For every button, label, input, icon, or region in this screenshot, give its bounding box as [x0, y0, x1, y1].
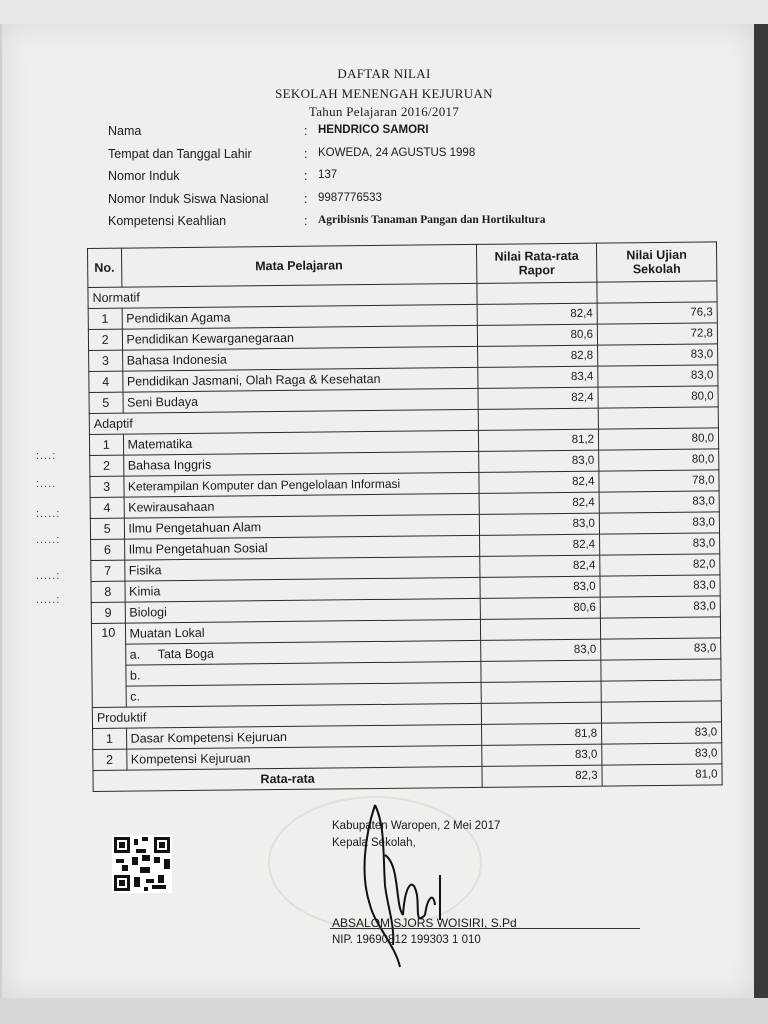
- row-ujian: 83,0: [599, 491, 719, 513]
- row-ujian: 76,3: [597, 302, 717, 324]
- row-rapor: 83,0: [479, 450, 599, 472]
- row-rapor: 83,4: [478, 366, 598, 388]
- row-rapor: 82,4: [479, 471, 599, 493]
- margin-dots: :....: [36, 478, 57, 490]
- school-name: SEKOLAH MENENGAH KEJURUAN: [275, 86, 493, 101]
- table-header-row: [88, 242, 717, 288]
- nis-label: Nomor Induk: [108, 169, 180, 183]
- colon: :: [304, 124, 308, 138]
- row-rapor: 80,6: [480, 597, 600, 619]
- average-label: Rata-rata: [93, 766, 482, 791]
- group-label: Produktif: [92, 703, 481, 728]
- average-rapor: 82,3: [482, 765, 602, 787]
- grades-table: [87, 241, 723, 792]
- header-rapor: Nilai Rata-rata Rapor: [477, 243, 597, 283]
- row-subject: Seni Budaya: [123, 388, 479, 413]
- row-rapor: 82,4: [479, 492, 599, 514]
- row-ujian: 83,0: [600, 533, 720, 555]
- row-no: 1: [89, 434, 123, 455]
- row-no: 2: [90, 455, 124, 476]
- colon: :: [304, 169, 308, 183]
- row-ujian: 83,0: [598, 365, 718, 387]
- row-no: 5: [90, 518, 124, 539]
- row-subject: Ilmu Pengetahuan Alam: [124, 514, 480, 539]
- row-no: 10: [91, 623, 125, 707]
- margin-dots: .....:: [36, 534, 61, 546]
- row-no: 6: [91, 539, 125, 560]
- row-rapor: 81,2: [478, 429, 598, 451]
- sign-underline: [330, 928, 640, 929]
- row-no: 5: [89, 392, 123, 413]
- name-label: Nama: [108, 124, 142, 138]
- header-subject: Mata Pelajaran: [121, 244, 477, 287]
- row-subject: Muatan Lokal: [125, 619, 481, 644]
- row-ujian: 80,0: [598, 386, 718, 408]
- nisn-label: Nomor Induk Siswa Nasional: [108, 192, 269, 206]
- row-no: 8: [91, 581, 125, 602]
- row-ujian: 83,0: [602, 722, 722, 744]
- header-ujian: Nilai Ujian Sekolah: [596, 242, 716, 282]
- margin-dots: :....:: [36, 508, 61, 520]
- row-no: 3: [90, 476, 124, 497]
- row-no: 1: [88, 308, 122, 329]
- row-rapor: 83,0: [482, 744, 602, 766]
- row-ujian: 83,0: [598, 344, 718, 366]
- row-ujian: 83,0: [601, 638, 721, 660]
- row-no: 3: [89, 350, 123, 371]
- row-subject: Pendidikan Agama: [122, 304, 478, 329]
- right-edge-shadow: [754, 24, 768, 1024]
- row-rapor: 82,4: [477, 303, 597, 325]
- sign-role: Kepala Sekolah,: [332, 837, 416, 849]
- birth-value: KOWEDA, 24 AGUSTUS 1998: [318, 147, 476, 159]
- sign-name: ABSALOM SJORS WOISIRI, S.Pd: [332, 916, 517, 930]
- nis-value: 137: [318, 169, 338, 181]
- school-year: Tahun Pelajaran 2016/2017: [308, 104, 460, 119]
- row-ujian: 78,0: [599, 470, 719, 492]
- margin-dots: :...:: [36, 450, 57, 462]
- group-label: Normatif: [88, 283, 477, 308]
- row-subject: Dasar Kompetensi Kejuruan: [126, 724, 482, 749]
- row-subject: Bahasa Inggris: [123, 451, 479, 476]
- nisn-value: 9987776533: [318, 192, 382, 204]
- row-ujian: 83,0: [599, 512, 719, 534]
- muatan-b-letter: b.: [125, 661, 481, 686]
- qr-code: [112, 835, 172, 893]
- colon: :: [304, 192, 308, 206]
- row-no: 7: [91, 560, 125, 581]
- row-no: 9: [91, 602, 125, 623]
- row-rapor: 82,8: [478, 345, 598, 367]
- sign-nip: NIP. 19690812 199303 1 010: [332, 934, 481, 946]
- row-subject: Ilmu Pengetahuan Sosial: [124, 535, 480, 560]
- row-rapor: 83,0: [479, 513, 599, 535]
- row-subject: Keterampilan Komputer dan Pengelolaan Informasi: [123, 472, 479, 497]
- row-subject: Biologi: [125, 598, 481, 623]
- row-no: 2: [93, 749, 127, 770]
- row-rapor: 81,8: [482, 723, 602, 745]
- average-ujian: 81,0: [602, 764, 722, 786]
- sign-place-date: Kabupaten Waropen, 2 Mei 2017: [332, 820, 501, 832]
- row-rapor: 82,4: [480, 555, 600, 577]
- top-border: [0, 0, 768, 24]
- muatan-a-subject: Tata Boga: [157, 646, 215, 662]
- row-ujian: 80,0: [599, 449, 719, 471]
- row-subject: Kewirausahaan: [124, 493, 480, 518]
- major-label: Kompetensi Keahlian: [108, 214, 227, 228]
- row-no: 4: [89, 371, 123, 392]
- row-subject: Kompetensi Kejuruan: [126, 745, 482, 770]
- row-ujian: 80,0: [598, 428, 718, 450]
- row-no: 1: [93, 728, 127, 749]
- name-value: HENDRICO SAMORI: [318, 124, 429, 136]
- row-ujian: 72,8: [597, 323, 717, 345]
- row-subject: Pendidikan Kewarganegaraan: [122, 325, 478, 350]
- colon: :: [304, 147, 308, 161]
- row-rapor: 82,4: [480, 534, 600, 556]
- group-label: Adaptif: [89, 409, 478, 434]
- row-ujian: 83,0: [602, 743, 722, 765]
- row-subject: Fisika: [124, 556, 480, 581]
- row-ujian: 83,0: [600, 575, 720, 597]
- colon: :: [304, 214, 308, 228]
- row-rapor: 82,4: [478, 387, 598, 409]
- margin-dots: .....:: [36, 570, 61, 582]
- header-no: No.: [88, 248, 122, 287]
- birth-label: Tempat dan Tanggal Lahir: [108, 147, 252, 161]
- row-ujian: 83,0: [600, 596, 720, 618]
- bottom-border: [0, 998, 768, 1024]
- row-subject: Bahasa Indonesia: [122, 346, 478, 371]
- major-value: Agribisnis Tanaman Pangan dan Hortikultura: [318, 214, 546, 226]
- muatan-c-letter: c.: [126, 682, 482, 707]
- row-rapor: 80,6: [477, 324, 597, 346]
- muatan-a-letter: a.: [129, 647, 141, 662]
- row-no: 4: [90, 497, 124, 518]
- row-subject: Pendidikan Jasmani, Olah Raga & Kesehatan: [122, 367, 478, 392]
- row-rapor: 83,0: [480, 576, 600, 598]
- row-subject: Matematika: [123, 430, 479, 455]
- row-no: 2: [88, 329, 122, 350]
- row-subject: Kimia: [124, 577, 480, 602]
- row-rapor: 83,0: [481, 639, 601, 661]
- doc-title: DAFTAR NILAI: [337, 66, 431, 81]
- margin-dots: .....:: [36, 594, 61, 606]
- row-ujian: 82,0: [600, 554, 720, 576]
